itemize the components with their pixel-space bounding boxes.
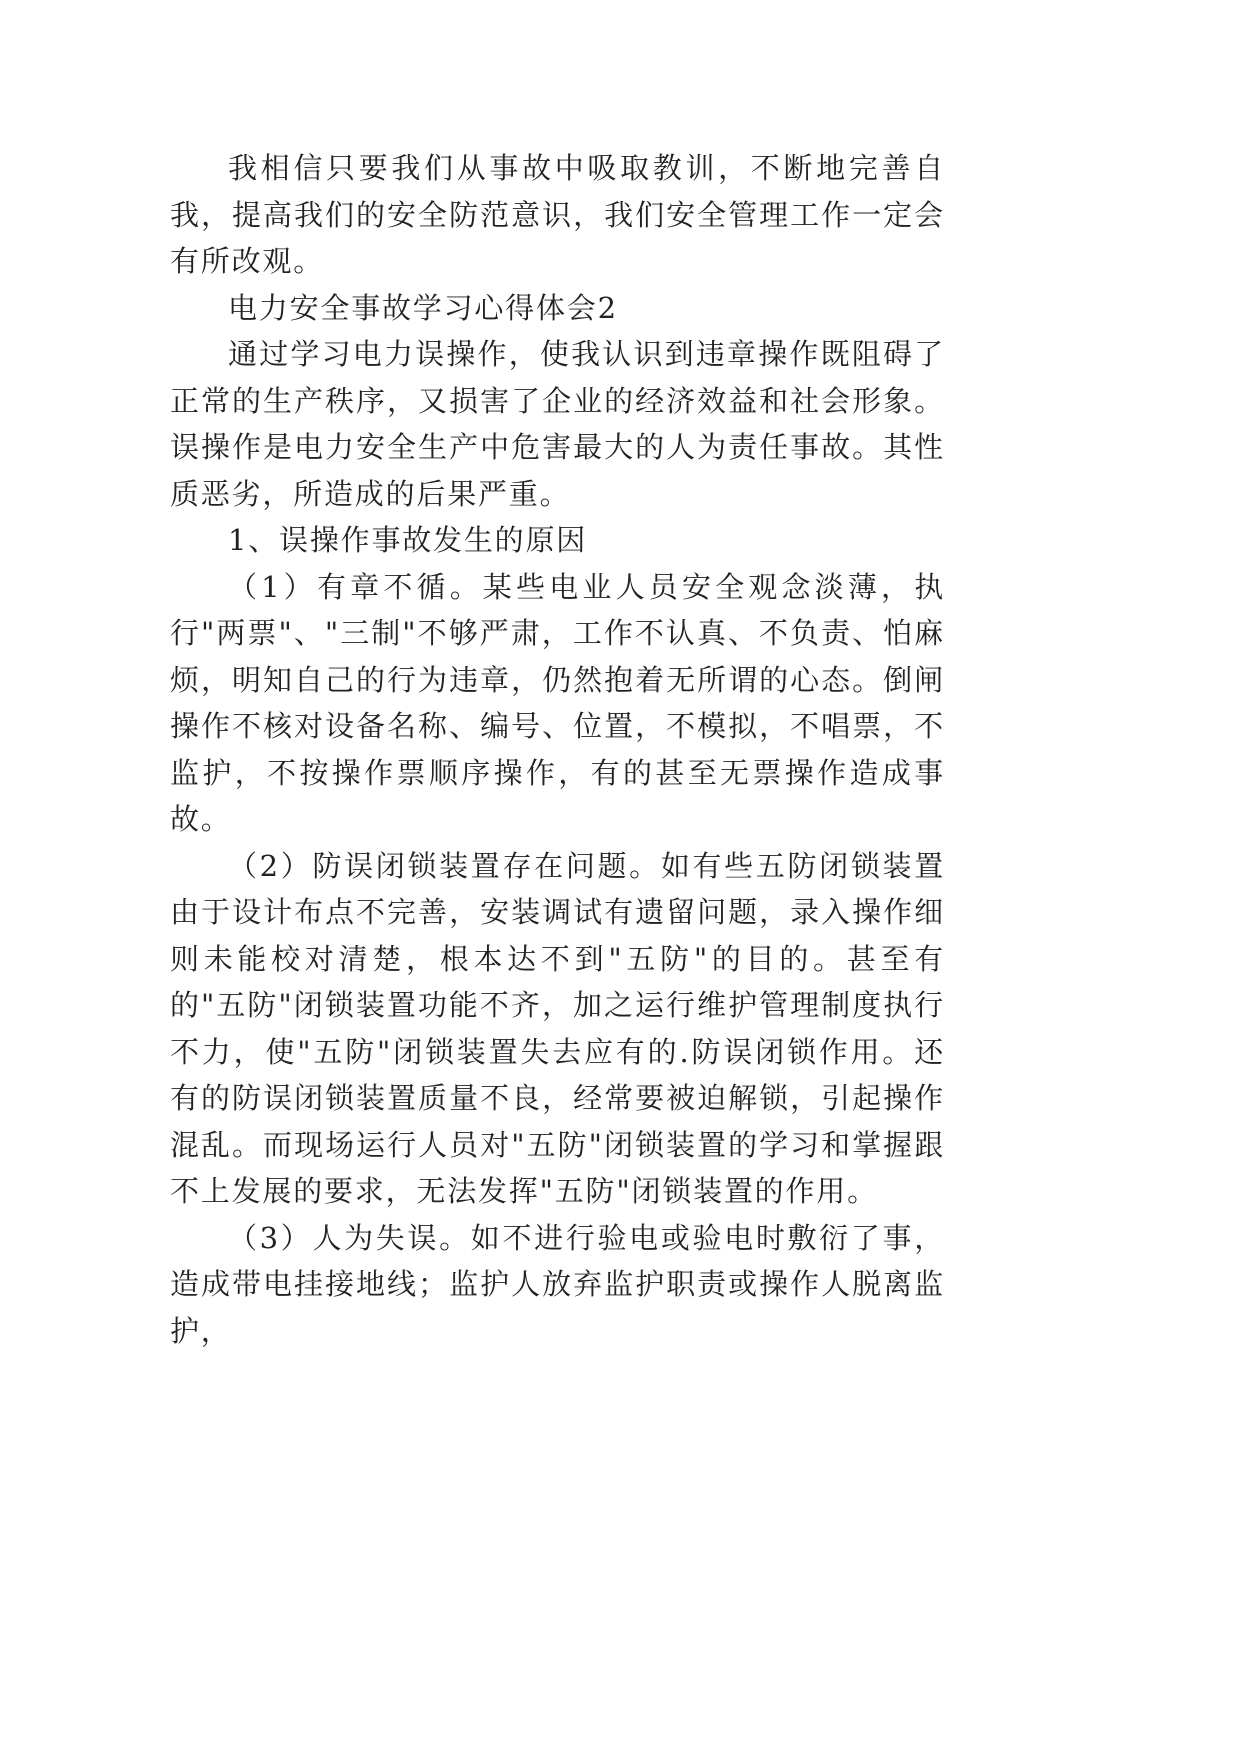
paragraph-cause-1: （1）有章不循。某些电业人员安全观念淡薄，执行"两票"、"三制"不够严肃，工作不认真、不负责、怕麻烦，明知自己的行为违章，仍然抱着无所谓的心态。倒闸操作不核对设备名称、编号、位置，不模拟，不唱票，不监护，不按操作票顺序操作，有的甚至无票操作造成事故。: [170, 569, 945, 836]
paragraph-cause-3: （3）人为失误。如不进行验电或验电时敷衍了事，造成带电挂接地线；监护人放弃监护职责或操作人脱离监护，: [170, 1220, 945, 1348]
document-body: [170, 145, 945, 1354]
section-title: 电力安全事故学习心得体会2: [228, 290, 618, 325]
paragraph-conclusion: 我相信只要我们从事故中吸取教训，不断地完善自我，提高我们的安全防范意识，我们安全管理工作一定会有所改观。: [170, 151, 945, 278]
paragraph-intro: 通过学习电力误操作，使我认识到违章操作既阻碍了正常的生产秩序，又损害了企业的经济效益和社会形象。误操作是电力安全生产中危害最大的人为责任事故。其性质恶劣，所造成的后果严重。: [170, 337, 945, 511]
paragraph-cause-2: （2）防误闭锁装置存在问题。如有些五防闭锁装置由于设计布点不完善，安装调试有遗留问题，录入操作细则未能校对清楚，根本达不到"五防"的目的。甚至有的"五防"闭锁装置功能不齐，加之运行维护管理制度执行不力，使"五防"闭锁装置失去应有的.防误闭锁作用。还有的防误闭锁装置质量不良，经常要被迫解锁，引起操作混乱。而现场运行人员对"五防"闭锁装置的学习和掌握跟不上发展的要求，无法发挥"五防"闭锁装置的作用。: [170, 848, 945, 1208]
subsection-heading: 1、误操作事故发生的原因: [228, 523, 588, 557]
